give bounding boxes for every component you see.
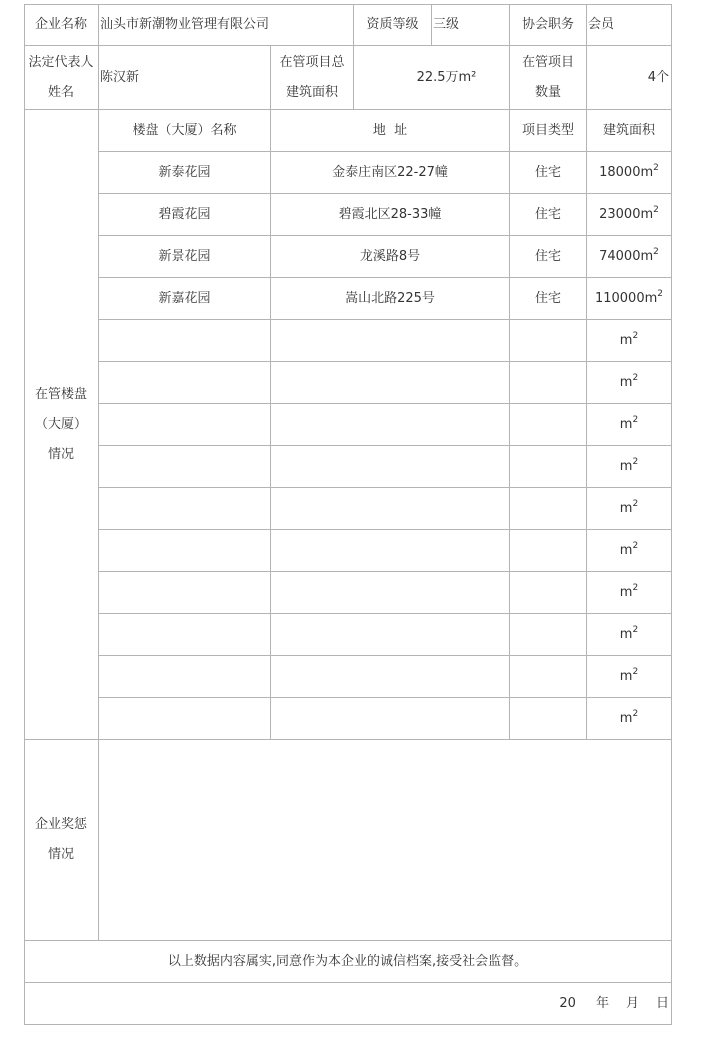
- property-area: m $^2$: [587, 572, 672, 614]
- property-area: m $^2$: [587, 404, 672, 446]
- legal-rep-label-line1: 法定代表人: [28, 54, 94, 70]
- property-address: 嵩山北路225号: [271, 278, 510, 320]
- legal-rep-value: 陈汉新: [99, 46, 271, 110]
- property-area: 74000 m $^2$: [587, 236, 672, 278]
- property-name: 新泰花园: [99, 152, 271, 194]
- area-unit: m: [619, 710, 633, 726]
- property-name: [99, 320, 271, 362]
- awards-label-line1: 企业奖惩: [34, 817, 87, 832]
- property-type: [510, 320, 587, 362]
- project-count-label-line2: 数量: [534, 84, 561, 100]
- properties-label-line3: 情况: [47, 446, 74, 462]
- legal-rep-label-line2: 姓名: [47, 84, 74, 100]
- date-day: 日: [655, 995, 669, 1011]
- area-unit: m: [619, 458, 633, 474]
- property-type: [510, 614, 587, 656]
- area-unit: m: [619, 374, 633, 390]
- property-type: 住宅: [510, 152, 587, 194]
- property-name: [99, 488, 271, 530]
- company-name-value: 汕头市新潮物业管理有限公司: [99, 4, 354, 46]
- property-area-value: 110000: [594, 290, 645, 306]
- property-area: m $^2$: [587, 530, 672, 572]
- properties-label-line1: 在管楼盘: [34, 386, 87, 402]
- property-area: m $^2$: [587, 656, 672, 698]
- property-address: 金泰庄南区22-27幢: [271, 152, 510, 194]
- qualification-label: 资质等级: [354, 4, 432, 46]
- area-unit: m: [619, 542, 633, 558]
- property-area: m $^2$: [587, 320, 672, 362]
- property-area: m $^2$: [587, 488, 672, 530]
- area-unit: m: [619, 584, 633, 600]
- property-area: 110000 m $^2$: [587, 278, 672, 320]
- property-area: m $^2$: [587, 362, 672, 404]
- area-unit: m: [640, 248, 654, 264]
- area-unit: m: [619, 332, 633, 348]
- qualification-value: 三级: [432, 4, 510, 46]
- property-area: m $^2$: [587, 614, 672, 656]
- area-unit: m: [644, 290, 658, 306]
- project-count-label-line1: 在管项目: [521, 54, 574, 70]
- property-type: [510, 656, 587, 698]
- total-area-label-line1: 在管项目总: [279, 54, 345, 70]
- property-area: 23000 m $^2$: [587, 194, 672, 236]
- property-name: 新景花园: [99, 236, 271, 278]
- property-name: [99, 362, 271, 404]
- col-header-area: 建筑面积: [587, 110, 672, 152]
- area-unit: m: [619, 626, 633, 642]
- col-header-type: 项目类型: [510, 110, 587, 152]
- property-name: [99, 656, 271, 698]
- property-name: [99, 698, 271, 740]
- area-unit: m: [640, 206, 654, 222]
- property-name: 碧霞花园: [99, 194, 271, 236]
- date-month: 月: [625, 995, 639, 1011]
- property-name: [99, 572, 271, 614]
- total-area-label-line2: 建筑面积: [285, 84, 338, 100]
- project-count-value: 4个: [587, 46, 672, 110]
- awards-label-line2: 情况: [47, 847, 74, 862]
- property-type: [510, 572, 587, 614]
- properties-label-line2: （大厦）: [34, 416, 87, 432]
- col-header-address: 地 址: [271, 110, 510, 152]
- date-year: 年: [595, 995, 609, 1011]
- property-area-value: 23000: [599, 206, 641, 222]
- property-name: 新嘉花园: [99, 278, 271, 320]
- property-type: [510, 404, 587, 446]
- properties-section-label: [24, 110, 99, 740]
- property-area-value: 74000: [599, 248, 641, 264]
- property-address: [271, 362, 510, 404]
- awards-label: [24, 740, 99, 941]
- legal-rep-label: [24, 46, 99, 110]
- association-role-label: 协会职务: [510, 4, 587, 46]
- property-area: m $^2$: [587, 698, 672, 740]
- property-type: 住宅: [510, 236, 587, 278]
- property-name: [99, 446, 271, 488]
- company-name-label: 企业名称: [24, 4, 99, 46]
- property-address: [271, 656, 510, 698]
- property-type: [510, 446, 587, 488]
- property-address: [271, 320, 510, 362]
- total-area-label: [271, 46, 354, 110]
- area-unit: m: [640, 164, 654, 180]
- area-unit: m: [619, 500, 633, 516]
- property-type: [510, 362, 587, 404]
- property-address: [271, 446, 510, 488]
- property-area: m $^2$: [587, 446, 672, 488]
- property-name: [99, 404, 271, 446]
- property-name: [99, 530, 271, 572]
- awards-value: [99, 740, 672, 941]
- col-header-name: 楼盘（大厦）名称: [99, 110, 271, 152]
- property-address: 碧霞北区28-33幢: [271, 194, 510, 236]
- property-type: [510, 488, 587, 530]
- property-type: [510, 698, 587, 740]
- property-address: 龙溪路8号: [271, 236, 510, 278]
- property-address: [271, 572, 510, 614]
- property-address: [271, 698, 510, 740]
- date-year-prefix: 20: [559, 995, 576, 1011]
- project-count-label: [510, 46, 587, 110]
- property-address: [271, 404, 510, 446]
- association-role-value: 会员: [587, 4, 672, 46]
- property-type: 住宅: [510, 278, 587, 320]
- property-type: 住宅: [510, 194, 587, 236]
- property-area-value: 18000: [599, 164, 641, 180]
- property-name: [99, 614, 271, 656]
- property-address: [271, 614, 510, 656]
- area-unit: m: [619, 668, 633, 684]
- area-unit: m: [619, 416, 633, 432]
- property-address: [271, 488, 510, 530]
- property-address: [271, 530, 510, 572]
- credit-record-form: [24, 4, 672, 1025]
- declaration-text: 以上数据内容属实,同意作为本企业的诚信档案,接受社会监督。: [24, 941, 672, 983]
- total-area-value: 22.5万m²: [354, 46, 510, 110]
- signature-date: [24, 983, 672, 1025]
- property-type: [510, 530, 587, 572]
- property-area: 18000 m $^2$: [587, 152, 672, 194]
